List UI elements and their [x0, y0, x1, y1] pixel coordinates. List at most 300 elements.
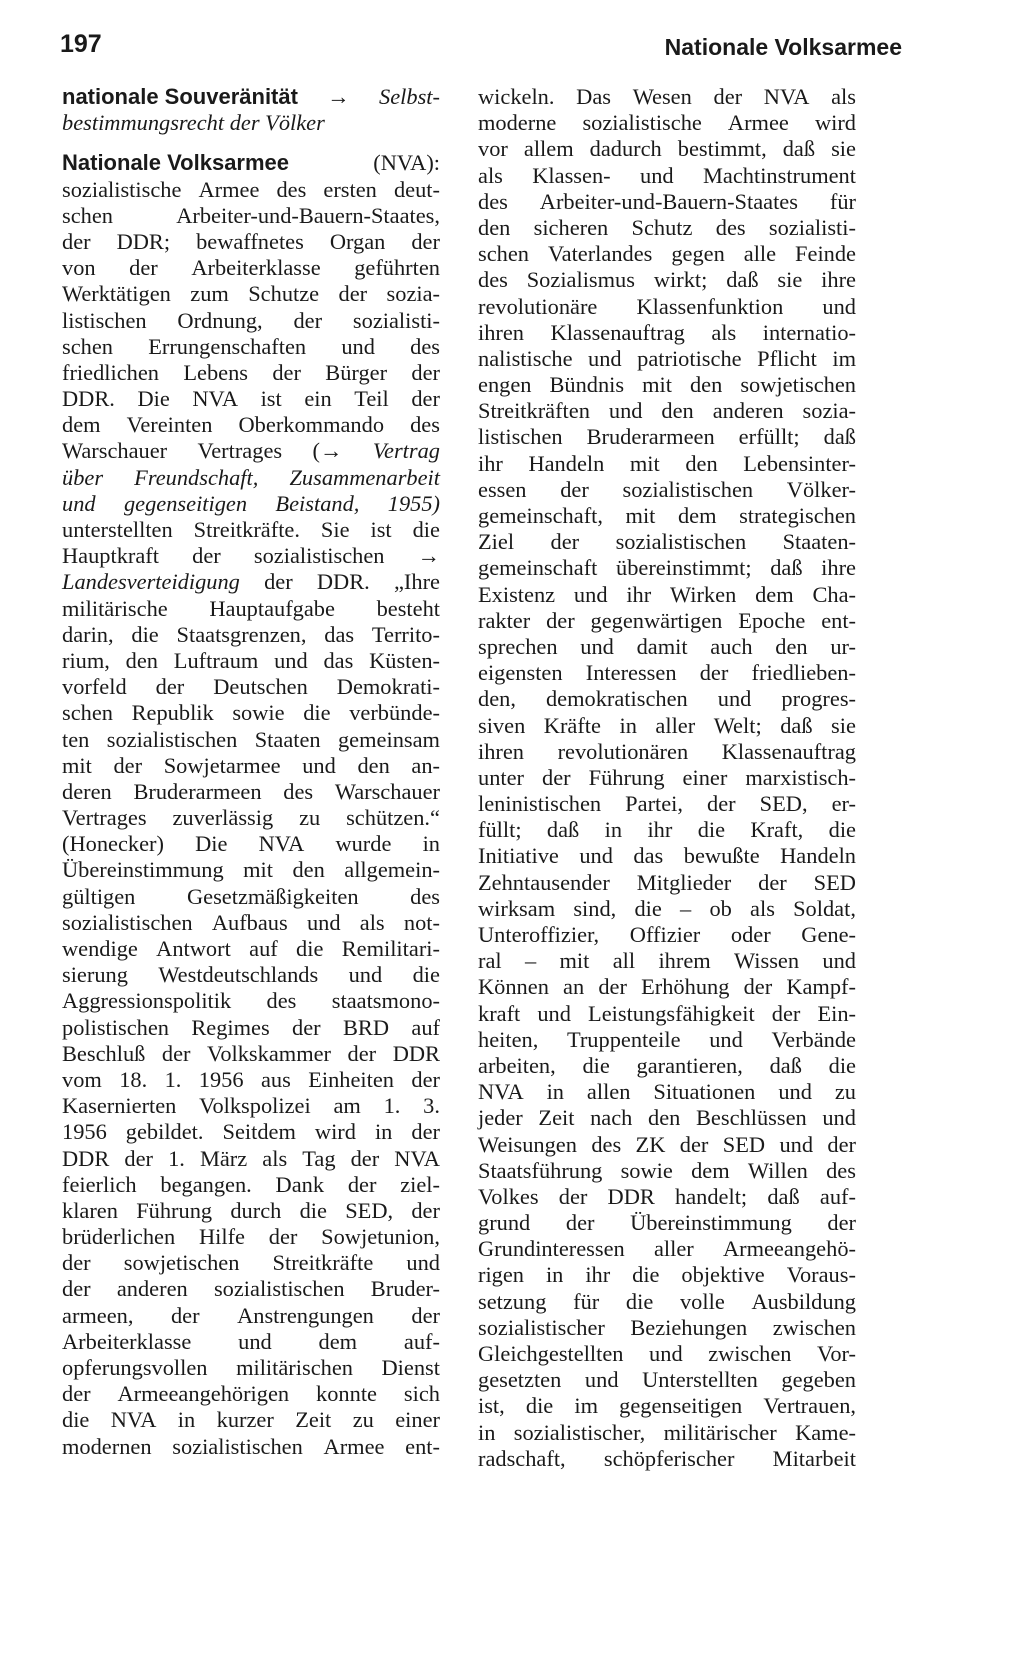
- word: und: [537, 1000, 571, 1026]
- page-number: 197: [60, 30, 102, 58]
- word: Hauptaufgabe: [209, 595, 335, 621]
- word: Partei,: [625, 791, 683, 817]
- word: das: [323, 647, 354, 673]
- word: für: [829, 188, 856, 214]
- word: Arbeiterklasse: [191, 255, 321, 281]
- word: Wissen: [734, 948, 800, 974]
- text-line: [478, 84, 856, 110]
- word: der: [679, 1131, 709, 1157]
- word: Cha-: [812, 581, 856, 607]
- text-line: [62, 1198, 440, 1224]
- word: sowjetischen: [740, 372, 856, 398]
- word: der: [758, 869, 787, 895]
- word: friedlieben-: [751, 660, 856, 686]
- word: Oberkommando: [238, 412, 385, 438]
- word: sowie: [620, 1157, 673, 1183]
- word: am: [333, 1093, 361, 1119]
- word: der: [771, 1000, 801, 1026]
- word: vor: [478, 136, 508, 162]
- word: wirksam: [478, 895, 556, 921]
- word: Führung: [588, 764, 665, 790]
- text-line: [62, 386, 440, 412]
- word: Das: [576, 84, 611, 109]
- word: Deutschen: [213, 674, 308, 700]
- word: dadurch: [589, 136, 662, 162]
- word: Beziehungen: [630, 1314, 748, 1340]
- word: sowie: [232, 700, 285, 726]
- word: mit: [625, 503, 656, 528]
- word: Kräfte: [543, 712, 601, 738]
- text-line: [62, 1146, 440, 1172]
- word: erfüllt;: [738, 424, 800, 450]
- text-line: [478, 477, 856, 503]
- text-line: [478, 1393, 856, 1419]
- text-line: [478, 1289, 856, 1315]
- word: SED,: [759, 791, 808, 817]
- word: Ordnung,: [177, 307, 263, 333]
- entry-headword: nationale Souveränität: [62, 84, 298, 109]
- word: ihren: [478, 738, 525, 764]
- word: sich: [403, 1381, 440, 1407]
- word: Übereinstimmung: [630, 1210, 792, 1236]
- word: sozialisti-: [768, 214, 856, 240]
- word: –: [680, 895, 692, 921]
- word: anderen: [712, 398, 784, 424]
- text-line: [478, 1184, 856, 1210]
- word: das: [324, 621, 355, 647]
- word: sozia-: [386, 281, 440, 307]
- word: der: [411, 1302, 440, 1328]
- text-line: [62, 988, 440, 1014]
- word: 1.: [383, 1093, 401, 1119]
- word: das: [633, 843, 664, 869]
- word: Tag: [302, 1145, 336, 1171]
- word: friedlichen: [62, 359, 159, 385]
- word: als: [750, 895, 775, 921]
- word: in: [619, 712, 637, 738]
- word: patriotische: [637, 345, 742, 371]
- word: Landesverteidigung: [62, 569, 240, 595]
- word: handelt;: [675, 1183, 748, 1209]
- word: sozialistische: [62, 176, 182, 202]
- word: wirkt;: [653, 267, 708, 293]
- word: die: [131, 621, 159, 647]
- word: der: [550, 529, 580, 555]
- word: begangen.: [160, 1171, 252, 1197]
- word: zum: [190, 281, 229, 307]
- word: die: [697, 817, 726, 843]
- word: und: [579, 843, 613, 869]
- word: sie: [831, 136, 856, 162]
- word: bewußte: [683, 843, 760, 869]
- word: der: [558, 1183, 588, 1209]
- word: Republik: [131, 700, 214, 726]
- text-line: [62, 1407, 440, 1433]
- word: Können: [478, 974, 549, 1000]
- text-line: [478, 110, 856, 136]
- word: als: [262, 1145, 288, 1171]
- word: Übereinstimmung: [62, 857, 224, 883]
- word: 1955): [387, 490, 440, 516]
- text-line: [62, 517, 440, 543]
- word: Vertrag: [372, 438, 440, 464]
- word: Vereinten: [126, 412, 213, 438]
- word: NVA: [763, 84, 810, 109]
- text-line: [62, 622, 440, 648]
- word: 3.: [423, 1093, 440, 1119]
- text-line: [62, 727, 440, 753]
- word: Ziel: [478, 529, 515, 555]
- word: Seitdem: [222, 1119, 296, 1145]
- text-line: [62, 1276, 440, 1302]
- word: DDR;: [116, 228, 171, 254]
- word: ent-: [821, 607, 856, 633]
- text-line: [62, 1434, 440, 1460]
- word: gemeinschaft,: [478, 503, 603, 528]
- text-line: [478, 398, 856, 424]
- word: Westdeutschlands: [158, 962, 319, 988]
- word: die: [412, 962, 440, 988]
- word: daß: [770, 555, 803, 581]
- word: sozialistischen: [615, 529, 747, 555]
- word: Klassen-: [532, 162, 611, 188]
- word: Unterstellten: [642, 1367, 758, 1393]
- word: zu: [352, 1407, 374, 1433]
- word: den: [478, 214, 511, 240]
- text-line: [62, 334, 440, 360]
- word: bestimmt,: [677, 136, 767, 162]
- word: des: [283, 778, 314, 804]
- word: feierlich: [62, 1171, 137, 1197]
- word: die: [625, 1288, 654, 1314]
- word: Territo-: [371, 621, 440, 647]
- text-line: [478, 1079, 856, 1105]
- word: der: [192, 543, 221, 569]
- word: und: [778, 1079, 812, 1105]
- text-line: [478, 634, 856, 660]
- word: Aufbaus: [211, 909, 288, 935]
- word: militärischer: [663, 1419, 777, 1445]
- word: rium,: [62, 647, 110, 673]
- word: wird: [814, 110, 856, 136]
- word: kurzer: [216, 1407, 274, 1433]
- word: der: [565, 1210, 595, 1236]
- word: des: [276, 176, 307, 202]
- word: den: [689, 372, 723, 398]
- word: Kame-: [795, 1419, 856, 1445]
- word: Arbeiterklasse: [62, 1328, 192, 1354]
- word: der: [411, 1066, 440, 1092]
- word: daß: [767, 1183, 800, 1209]
- word: und: [717, 686, 752, 712]
- text-line: [62, 229, 440, 255]
- word: DDR: [607, 1183, 655, 1209]
- word: Existenz: [478, 581, 556, 607]
- word: und: [822, 948, 856, 974]
- word: ihre: [821, 267, 856, 293]
- word: Vertrauen,: [763, 1393, 856, 1419]
- word: militärische: [62, 595, 168, 621]
- word: Volkes: [478, 1183, 539, 1209]
- word: damit: [636, 633, 688, 659]
- text-line: [478, 1132, 856, 1158]
- word: „Ihre: [393, 569, 440, 595]
- text-line: [62, 910, 440, 936]
- word: Unteroffizier,: [478, 922, 600, 947]
- word: rigen: [478, 1262, 525, 1288]
- entry-headword: Nationale Volksarmee: [62, 150, 290, 176]
- word: Dienst: [381, 1355, 440, 1380]
- word: gemeinschaft: [478, 555, 598, 581]
- text-line: [62, 177, 440, 203]
- word: die: [828, 817, 856, 843]
- word: Volkspolizei: [199, 1093, 311, 1119]
- word: ihre: [821, 555, 856, 581]
- text-line: [478, 294, 856, 320]
- text-line: [62, 412, 440, 438]
- word: gegenseitigen: [619, 1393, 743, 1419]
- word: und: [580, 633, 614, 659]
- word: ob: [709, 895, 732, 921]
- text-line: [478, 713, 856, 739]
- text-line: [478, 739, 856, 765]
- word: sozialistischen: [106, 726, 238, 752]
- text-line: [62, 569, 440, 595]
- word: des: [410, 883, 440, 909]
- text-line: [62, 936, 440, 962]
- word: des: [591, 1131, 622, 1157]
- text-line: [478, 1105, 856, 1131]
- word: Hilfe: [198, 1224, 245, 1250]
- word: Klassenfunktion: [636, 293, 784, 319]
- word: ist: [370, 517, 392, 542]
- word: Küsten-: [369, 647, 440, 673]
- word: Gene-: [801, 922, 856, 947]
- word: kraft: [478, 1000, 521, 1026]
- text-line: [62, 1093, 440, 1119]
- word: sie: [777, 267, 803, 293]
- word: besteht: [376, 595, 440, 621]
- word: Streitkräfte: [272, 1250, 374, 1276]
- word: als: [831, 84, 856, 109]
- text-line: [62, 648, 440, 674]
- word: und: [238, 1328, 272, 1354]
- word: Soldat,: [793, 895, 856, 921]
- word: in: [478, 1419, 496, 1445]
- word: Dank: [275, 1171, 325, 1197]
- word: Willen: [747, 1157, 808, 1183]
- word: den: [661, 398, 694, 424]
- word: ist,: [478, 1393, 505, 1419]
- word: und: [608, 398, 643, 424]
- word: die: [62, 1407, 90, 1433]
- text-line: [478, 136, 856, 162]
- word: Bruderarmeen: [133, 778, 262, 804]
- word: der: [113, 752, 143, 778]
- word: konnte: [316, 1381, 377, 1407]
- text-line: [478, 686, 856, 712]
- word: Aggressionspolitik: [62, 988, 232, 1014]
- word: die: [303, 700, 331, 726]
- word: strategischen: [739, 503, 856, 528]
- word: ten: [62, 726, 90, 752]
- word: des: [266, 988, 297, 1014]
- word: brüderlichen: [62, 1224, 176, 1250]
- text-line: [62, 857, 440, 883]
- cross-reference-arrow: →: [327, 84, 350, 109]
- text-line: [62, 543, 440, 569]
- text-line: [478, 346, 856, 372]
- word: Armee: [198, 176, 260, 202]
- word: Staaten: [254, 726, 321, 752]
- word: Beschluß: [62, 1040, 146, 1066]
- word: sozialistische: [582, 110, 702, 136]
- word: progres-: [781, 686, 856, 712]
- text-line: [62, 884, 440, 910]
- word: des: [410, 412, 440, 438]
- word: nalistische: [478, 345, 573, 371]
- word: Ausbildung: [751, 1288, 856, 1314]
- word: Bündnis: [549, 372, 625, 398]
- word: unter: [478, 764, 525, 790]
- word: für: [573, 1288, 600, 1314]
- word: die: [634, 895, 662, 921]
- word: NVA: [110, 1407, 157, 1433]
- word: Wirken: [670, 581, 737, 607]
- right-column-body: [478, 84, 856, 1472]
- text-line: [62, 1355, 440, 1381]
- word: der: [62, 1250, 91, 1276]
- word: die: [632, 1262, 660, 1288]
- word: vom: [62, 1066, 102, 1092]
- word: rakter: [478, 607, 531, 633]
- word: gültigen: [62, 883, 136, 909]
- text-line: [478, 555, 856, 581]
- word: und: [649, 1341, 683, 1366]
- text-line: [62, 465, 440, 491]
- word: Remilitari-: [341, 936, 440, 961]
- text-line: [478, 1053, 856, 1079]
- word: gegenseitigen: [123, 490, 248, 516]
- word: deut-: [393, 176, 440, 202]
- word: mit: [642, 372, 672, 398]
- word: Staatsgrenzen,: [176, 621, 307, 647]
- word: marxistisch-: [745, 764, 856, 790]
- word: Streitkräfte.: [193, 517, 300, 542]
- text-line: [478, 896, 856, 922]
- text-line: [478, 320, 856, 346]
- text-line: [478, 608, 856, 634]
- word: Schutz: [631, 214, 693, 240]
- word: Sie: [320, 517, 350, 542]
- word: jeder: [478, 1105, 523, 1131]
- text-line: [62, 360, 440, 386]
- word: Arbeiter-und-Bauern-Staates: [539, 188, 798, 214]
- word: listischen: [478, 424, 563, 450]
- text-line: [478, 817, 856, 843]
- word: des: [478, 267, 508, 293]
- word: und: [822, 293, 856, 319]
- word: den,: [478, 686, 516, 712]
- word: Grundinteressen: [478, 1236, 625, 1262]
- text-line: [62, 753, 440, 779]
- word: Zeit: [538, 1105, 575, 1131]
- cross-reference-line: [62, 110, 440, 136]
- word: Errungenschaften: [148, 333, 307, 359]
- word: Vertrages: [62, 805, 147, 831]
- word: Vor-: [817, 1341, 856, 1366]
- word: Offizier: [629, 922, 701, 947]
- word: zuverlässig: [172, 805, 274, 831]
- word: auf: [249, 936, 278, 961]
- word: Bürger: [325, 359, 388, 385]
- word: und: [573, 581, 608, 607]
- text-line: [62, 779, 440, 805]
- word: radschaft,: [478, 1445, 566, 1471]
- word: der: [699, 660, 729, 686]
- word: arbeiten,: [478, 1052, 556, 1078]
- word: Volkskammer: [207, 1040, 331, 1066]
- word: Interessen: [585, 660, 677, 686]
- word: des: [715, 214, 746, 240]
- word: auch: [710, 633, 753, 659]
- word: demokratischen: [545, 686, 688, 712]
- word: 1956: [198, 1066, 244, 1092]
- entry-gap: [62, 136, 440, 150]
- word: Streitkräften: [478, 398, 590, 424]
- word: der: [411, 359, 440, 385]
- word: NVA: [192, 386, 238, 412]
- word: sicheren: [533, 214, 609, 240]
- word: Feinde: [795, 241, 856, 267]
- word: Kasernierten: [62, 1093, 177, 1119]
- word: Gesetzmäßigkeiten: [186, 883, 359, 909]
- word: wickeln.: [478, 84, 555, 109]
- word: heiten,: [478, 1026, 539, 1052]
- word: oder: [730, 922, 771, 947]
- text-line: [62, 962, 440, 988]
- word: aus: [260, 1066, 291, 1092]
- text-line: [478, 1367, 856, 1393]
- word: engen: [478, 372, 532, 398]
- word: listischen: [62, 307, 147, 333]
- word: klaren: [62, 1197, 118, 1223]
- word: sozialistischen: [622, 476, 754, 502]
- text-line: [478, 660, 856, 686]
- word: sowjetischen: [123, 1250, 240, 1276]
- word: auf: [411, 1014, 440, 1040]
- word: militärischen: [236, 1355, 353, 1380]
- word: →: [417, 543, 440, 569]
- text-line: [62, 281, 440, 307]
- word: der: [347, 1171, 377, 1197]
- word: in: [422, 831, 440, 857]
- text-line: [62, 1041, 440, 1067]
- word: dem: [318, 1328, 358, 1354]
- text-line: [478, 870, 856, 896]
- word: wird: [314, 1119, 356, 1145]
- word: den: [775, 633, 808, 659]
- word: die: [412, 517, 440, 542]
- word: mit: [243, 857, 273, 883]
- word: Pflicht: [757, 345, 817, 371]
- word: und: [779, 1131, 814, 1157]
- text-line: [478, 1210, 856, 1236]
- word: SED: [813, 869, 856, 895]
- word: der: [411, 386, 440, 412]
- text-line: [478, 1001, 856, 1027]
- word: in: [604, 817, 623, 843]
